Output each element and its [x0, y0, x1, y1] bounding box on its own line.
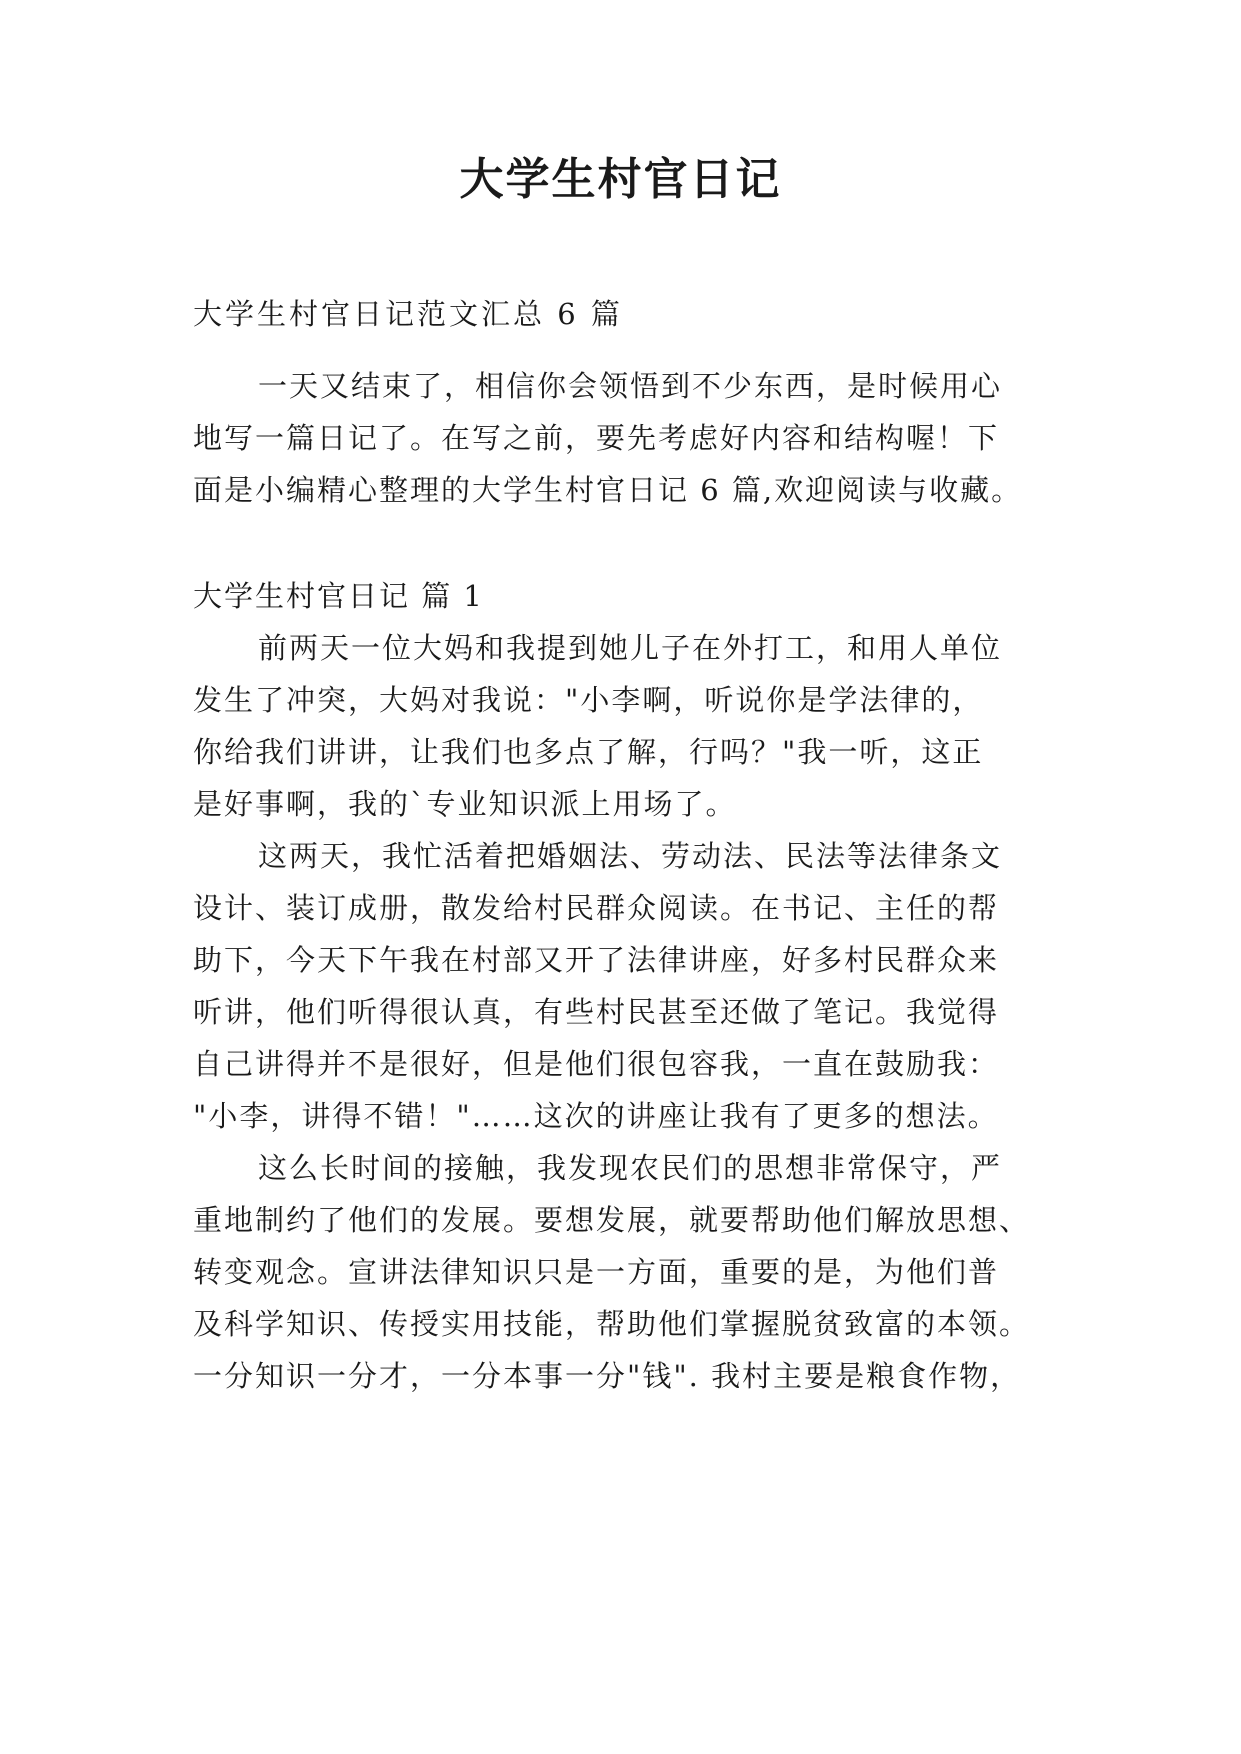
- body-line: "小李，讲得不错！"……这次的讲座让我有了更多的想法。: [193, 1099, 999, 1133]
- body-line: 设计、装订成册，散发给村民群众阅读。在书记、主任的帮: [193, 891, 1000, 925]
- body-line: 重地制约了他们的发展。要想发展，就要帮助他们解放思想、: [193, 1203, 1031, 1237]
- intro-line: 地写一篇日记了。在写之前，要先考虑好内容和结构喔！下: [193, 421, 1000, 455]
- body-line: 是好事啊，我的`专业知识派上用场了。: [193, 787, 737, 821]
- document-title: 大学生村官日记: [459, 154, 782, 205]
- intro-line: 一天又结束了，相信你会领悟到不少东西，是时候用心: [258, 369, 1003, 403]
- body-line: 前两天一位大妈和我提到她儿子在外打工，和用人单位: [258, 631, 1003, 665]
- intro-line: 面是小编精心整理的大学生村官日记 6 篇,欢迎阅读与收藏。: [193, 473, 1023, 507]
- section-heading: 大学生村官日记 篇 1: [193, 579, 484, 613]
- body-line: 这两天，我忙活着把婚姻法、劳动法、民法等法律条文: [258, 839, 1003, 873]
- document-subtitle: 大学生村官日记范文汇总 6 篇: [193, 297, 623, 331]
- body-line: 自己讲得并不是很好，但是他们很包容我，一直在鼓励我：: [193, 1047, 1000, 1081]
- body-line: 及科学知识、传授实用技能，帮助他们掌握脱贫致富的本领。: [193, 1307, 1031, 1341]
- body-line: 你给我们讲讲，让我们也多点了解，行吗？"我一听，这正: [193, 735, 984, 769]
- body-line: 听讲，他们听得很认真，有些村民甚至还做了笔记。我觉得: [193, 995, 1000, 1029]
- body-line: 助下，今天下午我在村部又开了法律讲座，好多村民群众来: [193, 943, 1000, 977]
- body-line: 一分知识一分才，一分本事一分"钱". 我村主要是粮食作物，: [193, 1359, 1022, 1393]
- body-line: 发生了冲突，大妈对我说："小李啊，听说你是学法律的，: [193, 683, 984, 717]
- body-line: 这么长时间的接触，我发现农民们的思想非常保守，严: [258, 1151, 1003, 1185]
- body-line: 转变观念。宣讲法律知识只是一方面，重要的是，为他们普: [193, 1255, 1000, 1289]
